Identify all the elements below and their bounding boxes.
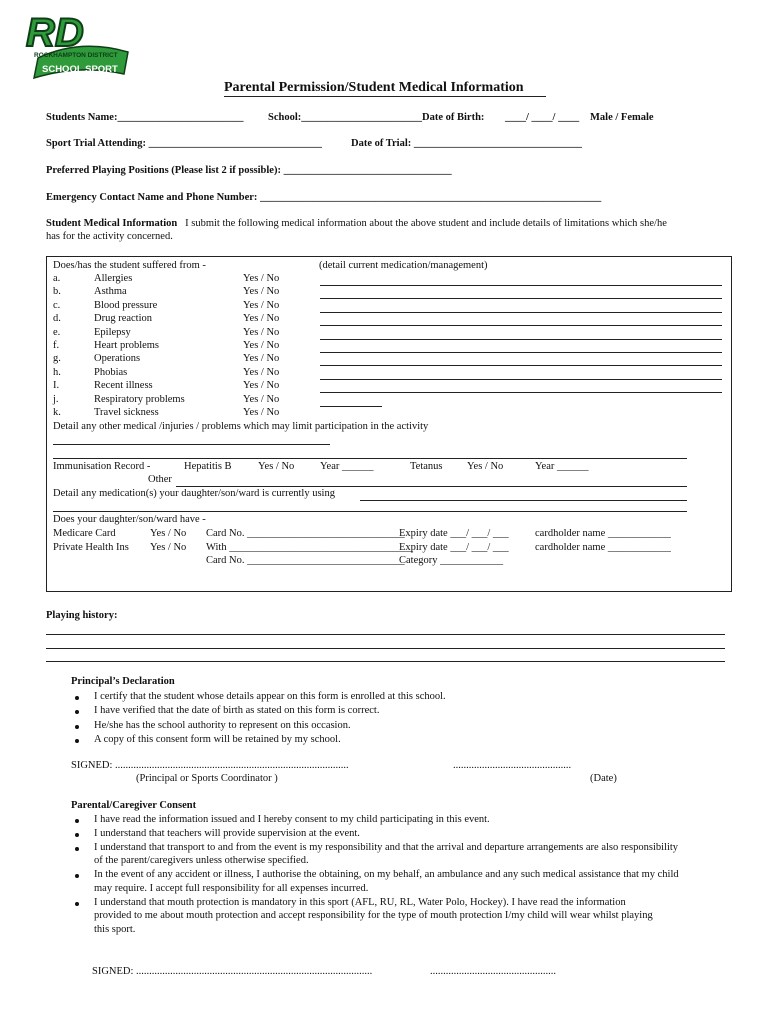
condition-detail-line[interactable] xyxy=(320,285,722,286)
bullet-icon xyxy=(75,710,79,714)
detail-other-label: Detail any other medical /injuries / problems which may limit participation in the activity xyxy=(53,421,429,432)
condition-letter: e. xyxy=(53,326,61,338)
condition-name: Drug reaction xyxy=(94,313,153,325)
condition-yes-no[interactable]: Yes / No xyxy=(243,286,280,298)
condition-name: Epilepsy xyxy=(94,326,131,338)
condition-letter: j. xyxy=(53,393,59,405)
medicare-expiry[interactable]: Expiry date ___/ ___/ ___ xyxy=(399,528,509,539)
condition-letter: b. xyxy=(53,286,61,298)
condition-letter: c. xyxy=(53,299,61,311)
medication-line1[interactable] xyxy=(360,500,687,501)
condition-name: Operations xyxy=(94,353,141,365)
principal-signed-date[interactable]: ............................................. xyxy=(453,760,572,771)
private-health-label: Private Health Ins xyxy=(53,542,129,553)
page-title: Parental Permission/Student Medical Information xyxy=(224,80,524,95)
condition-yes-no[interactable]: Yes / No xyxy=(243,380,280,392)
emergency-contact-field[interactable]: Emergency Contact Name and Phone Number: _________________________________________________________________ xyxy=(46,192,602,203)
preferred-positions-field[interactable]: Preferred Playing Positions (Please list 2 if possible): ________________________________ xyxy=(46,165,452,176)
parent-signed-date[interactable]: ................................................ xyxy=(430,966,556,977)
medical-intro-text: I submit the following medical information about the above student and include details of limitations which she/he xyxy=(185,218,667,229)
condition-detail-line[interactable] xyxy=(320,325,722,326)
condition-yes-no[interactable]: Yes / No xyxy=(243,299,280,311)
bullet-text: may require. I accept full responsibility for all expenses incurred. xyxy=(94,882,369,894)
private-health-expiry[interactable]: Expiry date ___/ ___/ ___ xyxy=(399,542,509,553)
sport-trial-field[interactable]: Sport Trial Attending: _________________________________ xyxy=(46,138,322,149)
bullet-icon xyxy=(75,874,79,878)
gender-field[interactable]: Male / Female xyxy=(590,112,654,123)
logo-graphic xyxy=(20,8,136,82)
principal-signed[interactable]: SIGNED: ......................................................................................... xyxy=(71,760,349,771)
bullet-text: I have verified that the date of birth as stated on this form is correct. xyxy=(94,705,380,717)
condition-detail-line[interactable] xyxy=(320,339,722,340)
condition-detail-line[interactable] xyxy=(320,312,722,313)
tetanus-label: Tetanus xyxy=(410,461,443,472)
medicare-card-no[interactable]: Card No. ______________________________ xyxy=(206,528,405,539)
condition-letter: f. xyxy=(53,340,60,351)
school-dob-field[interactable]: School:_______________________Date of Birth: xyxy=(268,112,485,123)
other-label: Other xyxy=(148,474,172,485)
medicare-cardholder[interactable]: cardholder name ____________ xyxy=(535,528,671,539)
condition-name: Respiratory problems xyxy=(94,393,185,405)
hepatitis-year[interactable]: Year ______ xyxy=(320,461,374,472)
bullet-text: this sport. xyxy=(94,924,136,935)
condition-letter: h. xyxy=(53,366,61,378)
bullet-text: I understand that mouth protection is mandatory in this sport (AFL, RU, RL, Water Polo, Hockey). I have read the information xyxy=(94,896,626,908)
condition-detail-line[interactable] xyxy=(320,392,722,393)
playing-history-line2[interactable] xyxy=(46,648,725,649)
condition-letter: a. xyxy=(53,273,61,284)
condition-yes-no[interactable]: Yes / No xyxy=(243,353,280,365)
bullet-text: A copy of this consent form will be retained by my school. xyxy=(94,733,341,745)
condition-yes-no[interactable]: Yes / No xyxy=(243,273,280,284)
detail-other-line2[interactable] xyxy=(53,458,687,459)
detail-heading: (detail current medication/management) xyxy=(319,260,488,271)
condition-letter: g. xyxy=(53,353,61,365)
condition-yes-no[interactable]: Yes / No xyxy=(243,326,280,338)
condition-detail-line[interactable] xyxy=(320,352,722,353)
condition-name: Heart problems xyxy=(94,340,160,351)
medical-intro-line2: has for the activity concerned. xyxy=(46,231,173,242)
bullet-icon xyxy=(75,902,79,906)
logo-district-text: ROCKHAMPTON DISTRICT xyxy=(34,52,118,59)
bullet-text: provided to me about mouth protection and accept responsibility for the type of mouth protection I/my child will wear whilst playing xyxy=(94,910,653,922)
private-health-category[interactable]: Category ____________ xyxy=(399,555,504,566)
bullet-icon xyxy=(75,833,79,837)
bullet-icon xyxy=(75,847,79,851)
detail-medication-label: Detail any medication(s) your daughter/son/ward is currently using xyxy=(53,488,335,499)
condition-name: Blood pressure xyxy=(94,299,158,311)
private-health-cardholder[interactable]: cardholder name ____________ xyxy=(535,542,671,553)
bullet-icon xyxy=(75,819,79,823)
hepatitis-yes-no[interactable]: Yes / No xyxy=(258,461,295,472)
private-health-card-no[interactable]: Card No. ______________________________ xyxy=(206,555,405,566)
title-underline xyxy=(224,96,546,97)
date-of-trial-field[interactable]: Date of Trial: ________________________________ xyxy=(351,138,582,149)
condition-detail-line[interactable] xyxy=(320,379,722,380)
hepatitis-label: Hepatitis B xyxy=(184,461,232,472)
condition-name: Travel sickness xyxy=(94,407,159,418)
private-health-yes-no[interactable]: Yes / No xyxy=(150,542,187,553)
bullet-icon xyxy=(75,696,79,700)
tetanus-yes-no[interactable]: Yes / No xyxy=(467,461,504,472)
bullet-text: He/she has the school authority to represent on this occasion. xyxy=(94,719,351,731)
bullet-text: of the parent/caregivers unless otherwise specified. xyxy=(94,855,309,867)
suffered-lead: Does/has the student suffered from - xyxy=(53,260,206,271)
bullet-icon xyxy=(75,739,79,743)
bullet-text: I understand that transport to and from the event is my responsibility and that the arrival and departure arrangements are also responsibility xyxy=(94,841,679,853)
students-name-field[interactable]: Students Name:________________________ xyxy=(46,112,244,123)
immunisation-label: Immunisation Record - xyxy=(53,461,151,472)
condition-yes-no[interactable]: Yes / No xyxy=(243,393,280,405)
principal-signatory-label: (Principal or Sports Coordinator ) xyxy=(136,773,278,784)
condition-yes-no[interactable]: Yes / No xyxy=(243,366,280,378)
condition-yes-no[interactable]: Yes / No xyxy=(243,313,280,325)
medication-line2[interactable] xyxy=(53,511,687,512)
condition-detail-line[interactable] xyxy=(320,298,722,299)
condition-yes-no[interactable]: Yes / No xyxy=(243,407,280,418)
principal-date-label: (Date) xyxy=(590,773,617,784)
condition-detail-line[interactable] xyxy=(320,365,722,366)
logo-sport-text: SCHOOL SPORT xyxy=(42,64,118,75)
bullet-text: I understand that teachers will provide supervision at the event. xyxy=(94,827,360,839)
private-health-with[interactable]: With ___________________________________ xyxy=(206,542,413,553)
condition-name: Recent illness xyxy=(94,380,153,392)
does-have-label: Does your daughter/son/ward have - xyxy=(53,514,206,525)
medical-intro-line1 xyxy=(46,218,667,229)
condition-letter: d. xyxy=(53,313,61,325)
condition-letter: I. xyxy=(53,380,60,392)
principal-heading: Principal’s Declaration xyxy=(71,676,175,687)
condition-name: Allergies xyxy=(94,273,133,284)
condition-detail-line[interactable] xyxy=(320,406,382,407)
bullet-text: In the event of any accident or illness, I authorise the obtaining, on my behalf, an ambulance and any such medical assistance that my child xyxy=(94,869,679,881)
condition-name: Phobias xyxy=(94,366,128,378)
rd-school-sport-logo xyxy=(20,8,136,82)
condition-yes-no[interactable]: Yes / No xyxy=(243,340,280,351)
dob-blanks[interactable]: ____/ ____/ ____ xyxy=(505,112,580,123)
playing-history-line3[interactable] xyxy=(46,661,725,662)
parent-signed[interactable]: SIGNED: .......................................................................................... xyxy=(92,966,373,977)
medicare-label: Medicare Card xyxy=(53,528,116,539)
bullet-text: I have read the information issued and I hereby consent to my child participating in this event. xyxy=(94,814,490,825)
playing-history-heading: Playing history: xyxy=(46,610,118,621)
condition-name: Asthma xyxy=(94,286,127,298)
logo-rd-text: RD xyxy=(26,11,84,55)
tetanus-year[interactable]: Year ______ xyxy=(535,461,589,472)
medical-heading: Student Medical Information xyxy=(46,218,178,229)
detail-other-line1[interactable] xyxy=(53,444,330,445)
medicare-yes-no[interactable]: Yes / No xyxy=(150,528,187,539)
condition-letter: k. xyxy=(53,407,61,418)
playing-history-line1[interactable] xyxy=(46,634,725,635)
parent-heading: Parental/Caregiver Consent xyxy=(71,800,197,811)
bullet-icon xyxy=(75,725,79,729)
other-line[interactable] xyxy=(176,486,687,487)
bullet-text: I certify that the student whose details appear on this form is enrolled at this school. xyxy=(94,691,446,702)
